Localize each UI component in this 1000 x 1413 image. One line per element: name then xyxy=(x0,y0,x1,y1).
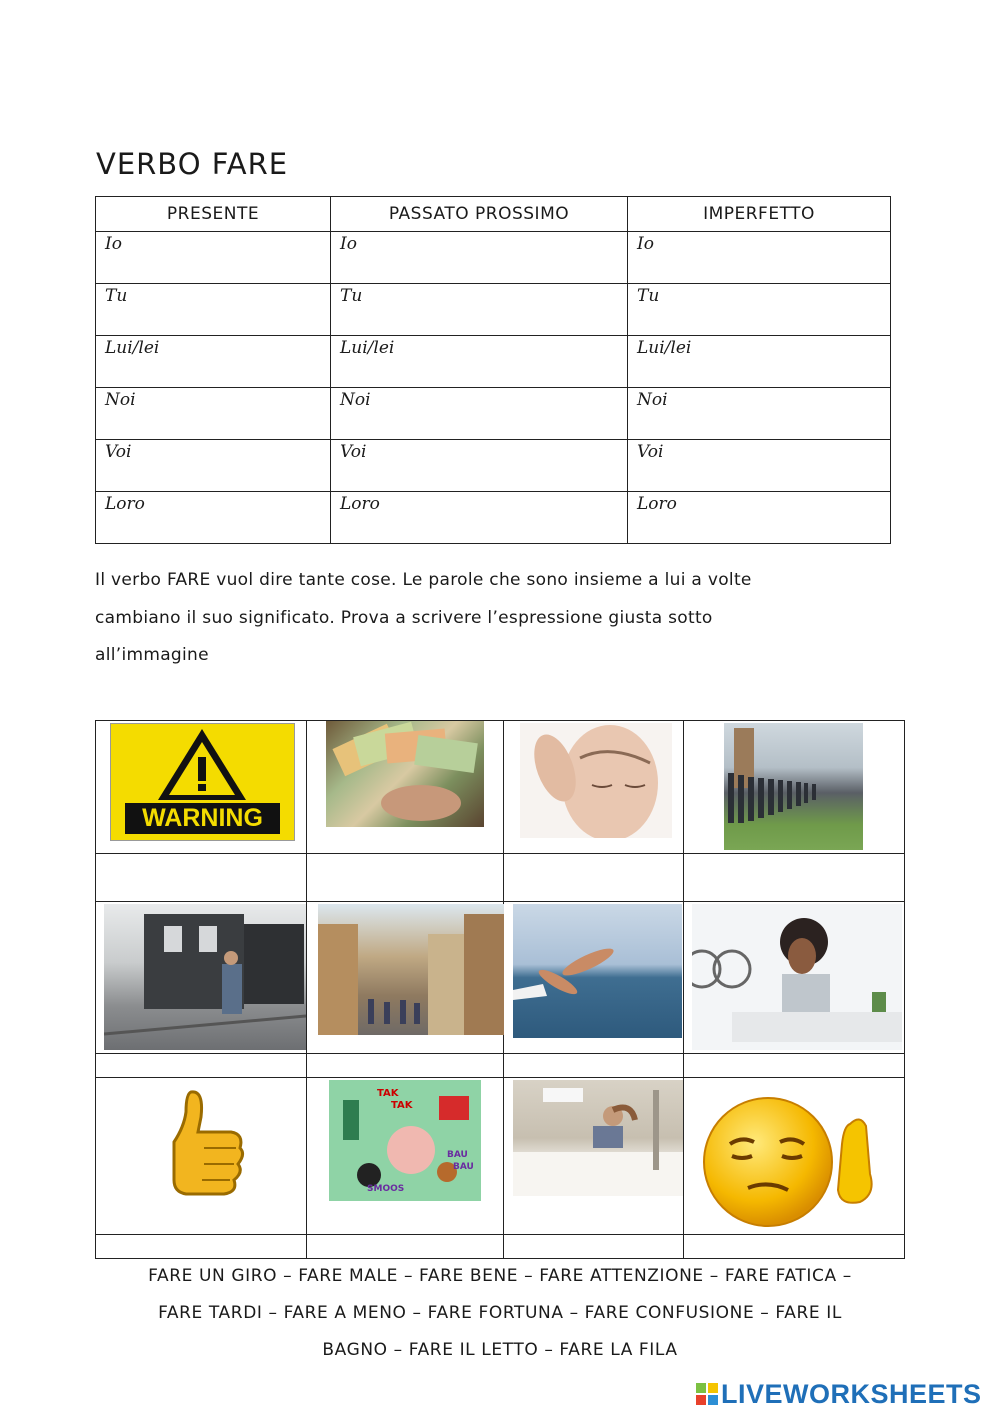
banknotes-icon xyxy=(326,721,484,827)
cell-imperfetto-io: Io xyxy=(628,232,891,284)
picture-cell xyxy=(504,902,684,1054)
answer-input[interactable] xyxy=(307,1235,503,1258)
cell-presente-tu: Tu xyxy=(96,284,331,336)
cell-imperfetto-voi: Voi xyxy=(628,440,891,492)
answer-cell[interactable] xyxy=(307,1235,504,1259)
annoyed-emoji-image xyxy=(700,1094,890,1230)
answer-cell[interactable] xyxy=(684,1235,905,1259)
making-bed-image xyxy=(513,1080,683,1196)
cell-presente-io: Io xyxy=(96,232,331,284)
money-banknotes-image xyxy=(326,721,484,827)
picture-row xyxy=(96,902,905,1054)
shopping-street-image xyxy=(318,904,504,1035)
picture-cell xyxy=(96,902,307,1054)
running-for-train-image xyxy=(104,904,306,1050)
cell-presente-voi: Voi xyxy=(96,440,331,492)
tired-woman-icon xyxy=(692,904,902,1050)
woman-face-icon xyxy=(520,723,672,838)
picture-cell xyxy=(684,902,905,1054)
cell-presente-lui-lei: Lui/lei xyxy=(96,336,331,388)
bed-woman-icon xyxy=(513,1080,683,1196)
picture-cell xyxy=(684,721,905,854)
noise-comic-image xyxy=(329,1080,481,1201)
picture-cell xyxy=(307,721,504,854)
answer-row xyxy=(96,1054,905,1078)
header-presente: PRESENTE xyxy=(96,197,331,232)
queue-people-image xyxy=(724,723,863,850)
diving-swim-image xyxy=(513,904,682,1038)
cell-passato-loro: Loro xyxy=(331,492,628,544)
picture-cell xyxy=(96,721,307,854)
answer-input[interactable] xyxy=(307,854,503,901)
table-row xyxy=(96,336,891,388)
word-bank xyxy=(80,1258,920,1369)
cell-passato-lui-lei: Lui/lei xyxy=(331,336,628,388)
warning-label: WARNING xyxy=(142,804,263,832)
picture-row xyxy=(96,721,905,854)
answer-input[interactable] xyxy=(307,1054,503,1077)
train-icon xyxy=(104,904,306,1050)
answer-input[interactable] xyxy=(96,1054,306,1077)
answer-input[interactable] xyxy=(504,1235,683,1258)
answer-cell[interactable] xyxy=(504,1235,684,1259)
tired-woman-desk-image xyxy=(692,904,902,1050)
picture-cell xyxy=(307,902,504,1054)
swimmers-icon xyxy=(513,904,682,1038)
picture-cell xyxy=(504,721,684,854)
cell-passato-tu: Tu xyxy=(331,284,628,336)
answer-cell[interactable] xyxy=(96,1054,307,1078)
warning-sign-image xyxy=(110,723,295,841)
cell-imperfetto-lui-lei: Lui/lei xyxy=(628,336,891,388)
instructions-line: cambiano il suo significato. Prova a scrivere l’espressione giusta sotto xyxy=(95,607,713,628)
comic-chaos-icon xyxy=(329,1080,481,1201)
answer-cell[interactable] xyxy=(684,854,905,902)
answer-row xyxy=(96,1235,905,1259)
comic-text: BAU xyxy=(453,1162,474,1172)
picture-grid xyxy=(95,720,905,1259)
answer-cell[interactable] xyxy=(504,854,684,902)
picture-cell xyxy=(96,1078,307,1235)
answer-input[interactable] xyxy=(684,1054,904,1077)
answer-cell[interactable] xyxy=(307,1054,504,1078)
headache-woman-image xyxy=(520,723,672,838)
cell-passato-voi: Voi xyxy=(331,440,628,492)
thumbs-up-image xyxy=(146,1082,256,1206)
answer-input[interactable] xyxy=(684,854,904,901)
comic-text: TAK xyxy=(377,1088,399,1099)
answer-cell[interactable] xyxy=(307,854,504,902)
cell-presente-loro: Loro xyxy=(96,492,331,544)
answer-input[interactable] xyxy=(504,1054,683,1077)
answer-cell[interactable] xyxy=(684,1054,905,1078)
cell-imperfetto-loro: Loro xyxy=(628,492,891,544)
comic-text: SMOOS xyxy=(367,1184,405,1194)
table-row xyxy=(96,492,891,544)
header-imperfetto: IMPERFETTO xyxy=(628,197,891,232)
conjugation-header-row xyxy=(96,197,891,232)
cell-passato-io: Io xyxy=(331,232,628,284)
picture-cell xyxy=(684,1078,905,1235)
answer-input[interactable] xyxy=(504,854,683,901)
answer-cell[interactable] xyxy=(96,854,307,902)
comic-text: BAU xyxy=(447,1150,468,1160)
word-bank-line: FARE UN GIRO – FARE MALE – FARE BENE – FARE ATTENZIONE – FARE FATICA – xyxy=(148,1266,852,1286)
liveworksheets-logo[interactable] xyxy=(696,1377,982,1411)
answer-cell[interactable] xyxy=(96,1235,307,1259)
cell-imperfetto-noi: Noi xyxy=(628,388,891,440)
answer-input[interactable] xyxy=(96,1235,306,1258)
cell-passato-noi: Noi xyxy=(331,388,628,440)
picture-cell xyxy=(504,1078,684,1235)
cell-imperfetto-tu: Tu xyxy=(628,284,891,336)
answer-cell[interactable] xyxy=(504,1054,684,1078)
table-row xyxy=(96,388,891,440)
cell-presente-noi: Noi xyxy=(96,388,331,440)
comic-text: TAK xyxy=(391,1100,413,1111)
instructions-paragraph xyxy=(95,562,885,675)
table-row xyxy=(96,232,891,284)
picture-row xyxy=(96,1078,905,1235)
annoyed-emoji-icon xyxy=(700,1094,890,1230)
thumbs-up-icon xyxy=(146,1082,256,1206)
header-passato-prossimo: PASSATO PROSSIMO xyxy=(331,197,628,232)
answer-input[interactable] xyxy=(96,854,306,901)
logo-text: LIVEWORKSHEETS xyxy=(721,1378,982,1409)
instructions-line: all’immagine xyxy=(95,645,209,665)
table-row xyxy=(96,440,891,492)
answer-input[interactable] xyxy=(684,1235,904,1258)
street-icon xyxy=(318,904,504,1035)
word-bank-line: FARE TARDI – FARE A MENO – FARE FORTUNA – FARE CONFUSIONE – FARE IL xyxy=(158,1303,842,1323)
page-title: VERBO FARE xyxy=(96,147,289,182)
table-row xyxy=(96,284,891,336)
word-bank-line: BAGNO – FARE IL LETTO – FARE LA FILA xyxy=(322,1340,678,1360)
instructions-line: Il verbo FARE vuol dire tante cose. Le parole che sono insieme a lui a volte xyxy=(95,570,752,590)
answer-row xyxy=(96,854,905,902)
conjugation-table xyxy=(95,196,891,544)
people-line-icon xyxy=(724,723,863,850)
logo-icon xyxy=(696,1383,718,1405)
picture-cell xyxy=(307,1078,504,1235)
